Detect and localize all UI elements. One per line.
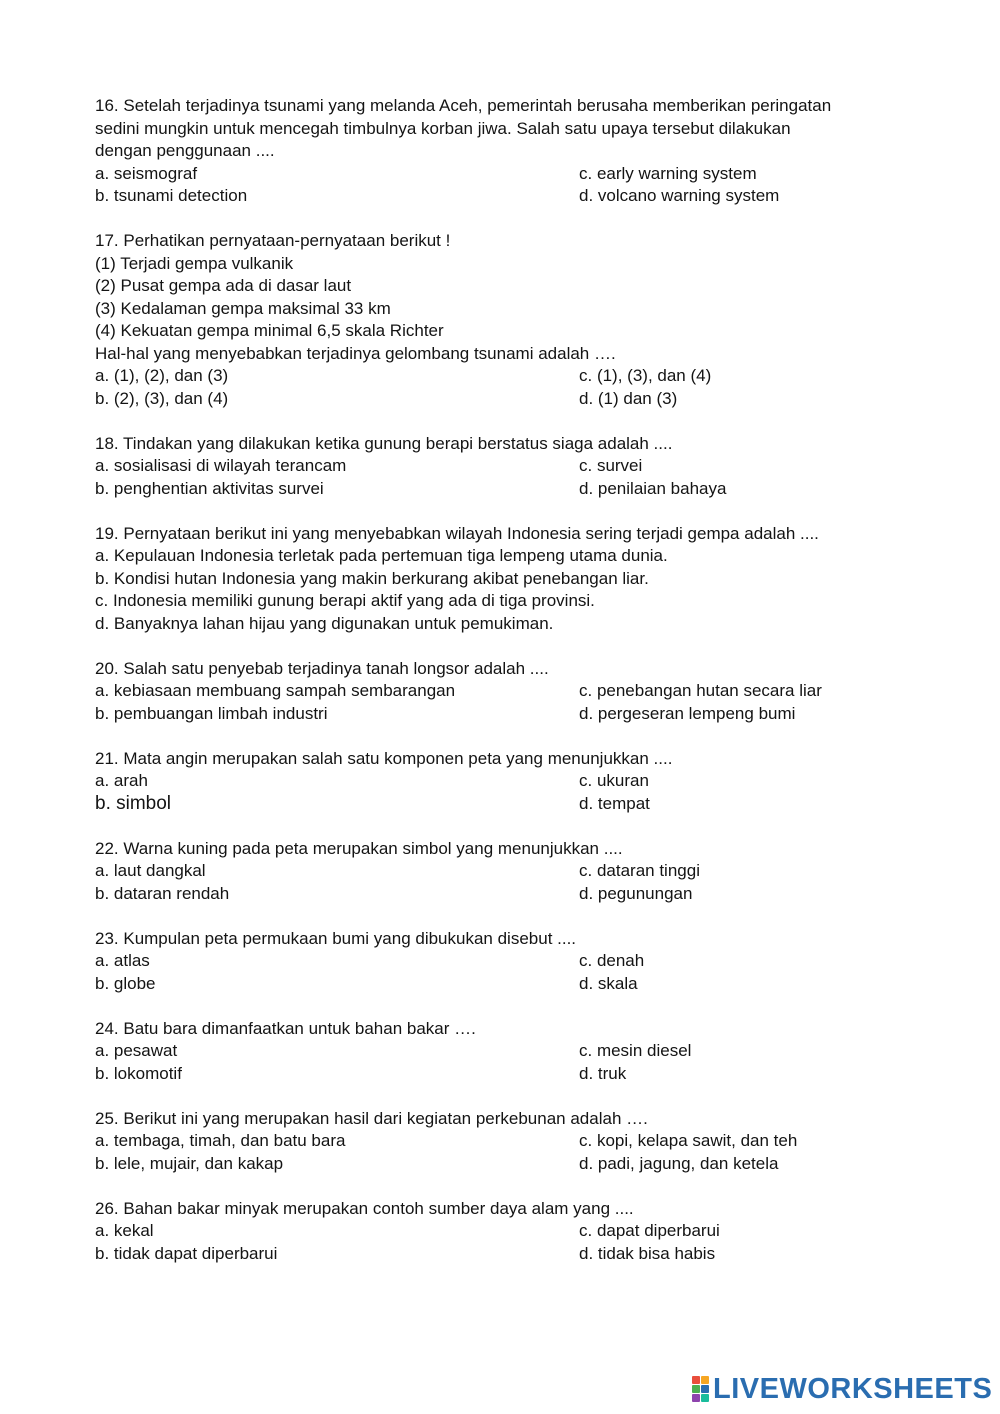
option-d: d. skala <box>579 973 638 993</box>
option-c: c. survei <box>579 456 643 475</box>
option-a: a. seismograf <box>95 163 198 183</box>
statement-3: (3) Kedalaman gempa maksimal 33 km <box>95 298 391 318</box>
answer-options <box>95 950 905 995</box>
question-16 <box>95 95 905 208</box>
option-b: b. lokomotif <box>95 1063 182 1083</box>
statement-4: (4) Kekuatan gempa minimal 6,5 skala Richter <box>95 321 444 340</box>
option-d: d. pegunungan <box>579 883 693 903</box>
question-text: 18. Tindakan yang dilakukan ketika gunung berapi berstatus siaga adalah .... <box>95 433 673 453</box>
question-text: 17. Perhatikan pernyataan-pernyataan berikut ! <box>95 231 451 250</box>
option-c: c. dataran tinggi <box>579 861 700 880</box>
option-a: a. kebiasaan membuang sampah sembarangan <box>95 681 456 700</box>
logo-icon <box>692 1376 709 1402</box>
answer-options <box>95 1130 905 1175</box>
question-text: sedini mungkin untuk mencegah timbulnya korban jiwa. Salah satu upaya tersebut dilakukan <box>95 118 791 138</box>
option-b: b. simbol <box>95 792 172 814</box>
option-a: a. laut dangkal <box>95 861 206 880</box>
option-b: b. dataran rendah <box>95 883 230 903</box>
option-c: c. penebangan hutan secara liar <box>579 681 822 700</box>
option-c: c. ukuran <box>579 771 649 790</box>
option-b: b. tidak dapat diperbarui <box>95 1243 278 1263</box>
question-text: 24. Batu bara dimanfaatkan untuk bahan bakar …. <box>95 1018 476 1038</box>
logo-square-1 <box>692 1376 700 1384</box>
option-c: c. (1), (3), dan (4) <box>579 366 712 385</box>
option-b: b. tsunami detection <box>95 186 248 205</box>
liveworksheets-logo <box>692 1374 992 1404</box>
worksheet-page <box>95 95 905 1288</box>
answer-options <box>95 1220 905 1265</box>
question-text: 20. Salah satu penyebab terjadinya tanah longsor adalah .... <box>95 658 549 678</box>
option-b: b. pembuangan limbah industri <box>95 703 328 723</box>
option-a: a. kekal <box>95 1221 154 1240</box>
logo-square-4 <box>701 1385 709 1393</box>
answer-options <box>95 455 905 500</box>
option-a: a. (1), (2), dan (3) <box>95 366 229 385</box>
question-text: 16. Setelah terjadinya tsunami yang melanda Aceh, pemerintah berusaha memberikan peringatan <box>95 96 832 115</box>
statement-2: (2) Pusat gempa ada di dasar laut <box>95 276 352 295</box>
question-text: 22. Warna kuning pada peta merupakan simbol yang menunjukkan .... <box>95 838 623 858</box>
logo-square-5 <box>692 1394 700 1402</box>
question-prompt: Hal-hal yang menyebabkan terjadinya gelombang tsunami adalah …. <box>95 343 616 363</box>
option-a: a. tembaga, timah, dan batu bara <box>95 1131 346 1150</box>
logo-square-3 <box>692 1385 700 1393</box>
question-text: 25. Berikut ini yang merupakan hasil dari kegiatan perkebunan adalah …. <box>95 1108 648 1128</box>
answer-options <box>95 365 905 410</box>
statement-1: (1) Terjadi gempa vulkanik <box>95 253 294 273</box>
option-b: b. lele, mujair, dan kakap <box>95 1153 284 1173</box>
option-c: c. mesin diesel <box>579 1041 692 1060</box>
option-c: c. Indonesia memiliki gunung berapi aktif yang ada di tiga provinsi. <box>95 591 595 610</box>
option-d: d. tidak bisa habis <box>579 1243 716 1263</box>
question-text: 23. Kumpulan peta permukaan bumi yang dibukukan disebut .... <box>95 928 577 948</box>
option-b: b. Kondisi hutan Indonesia yang makin berkurang akibat penebangan liar. <box>95 568 649 588</box>
question-17 <box>95 230 905 410</box>
question-25 <box>95 1108 905 1176</box>
logo-square-6 <box>701 1394 709 1402</box>
question-text: 21. Mata angin merupakan salah satu komponen peta yang menunjukkan .... <box>95 748 673 768</box>
option-c: c. early warning system <box>579 163 757 183</box>
option-d: d. volcano warning system <box>579 186 780 205</box>
answer-options <box>95 1040 905 1085</box>
option-d: d. tempat <box>579 793 650 813</box>
option-d: d. Banyaknya lahan hijau yang digunakan untuk pemukiman. <box>95 613 554 633</box>
question-text: 19. Pernyataan berikut ini yang menyebabkan wilayah Indonesia sering terjadi gempa adalah .... <box>95 523 819 543</box>
option-d: d. padi, jagung, dan ketela <box>579 1153 779 1173</box>
option-c: c. kopi, kelapa sawit, dan teh <box>579 1131 798 1150</box>
question-24 <box>95 1018 905 1086</box>
option-d: d. penilaian bahaya <box>579 478 727 498</box>
answer-options <box>95 680 905 725</box>
question-22 <box>95 838 905 906</box>
option-a: a. Kepulauan Indonesia terletak pada pertemuan tiga lempeng utama dunia. <box>95 546 668 565</box>
question-18 <box>95 433 905 501</box>
question-text: dengan penggunaan .... <box>95 141 275 160</box>
option-b: b. penghentian aktivitas survei <box>95 478 324 498</box>
question-19 <box>95 523 905 636</box>
answer-options <box>95 860 905 905</box>
question-20 <box>95 658 905 726</box>
option-c: c. denah <box>579 951 645 970</box>
option-a: a. sosialisasi di wilayah terancam <box>95 456 347 475</box>
answer-options <box>95 770 905 815</box>
question-26 <box>95 1198 905 1266</box>
option-a: a. pesawat <box>95 1041 178 1060</box>
option-d: d. (1) dan (3) <box>579 388 678 408</box>
option-c: c. dapat diperbarui <box>579 1221 720 1240</box>
option-b: b. (2), (3), dan (4) <box>95 388 229 408</box>
answer-options <box>95 163 905 208</box>
option-a: a. arah <box>95 771 148 790</box>
question-23 <box>95 928 905 996</box>
question-21 <box>95 748 905 816</box>
question-text: 26. Bahan bakar minyak merupakan contoh sumber daya alam yang .... <box>95 1198 634 1218</box>
option-a: a. atlas <box>95 951 150 970</box>
option-d: d. pergeseran lempeng bumi <box>579 703 796 723</box>
option-b: b. globe <box>95 973 156 993</box>
logo-square-2 <box>701 1376 709 1384</box>
option-d: d. truk <box>579 1063 627 1083</box>
logo-text: LIVEWORKSHEETS <box>713 1372 993 1405</box>
